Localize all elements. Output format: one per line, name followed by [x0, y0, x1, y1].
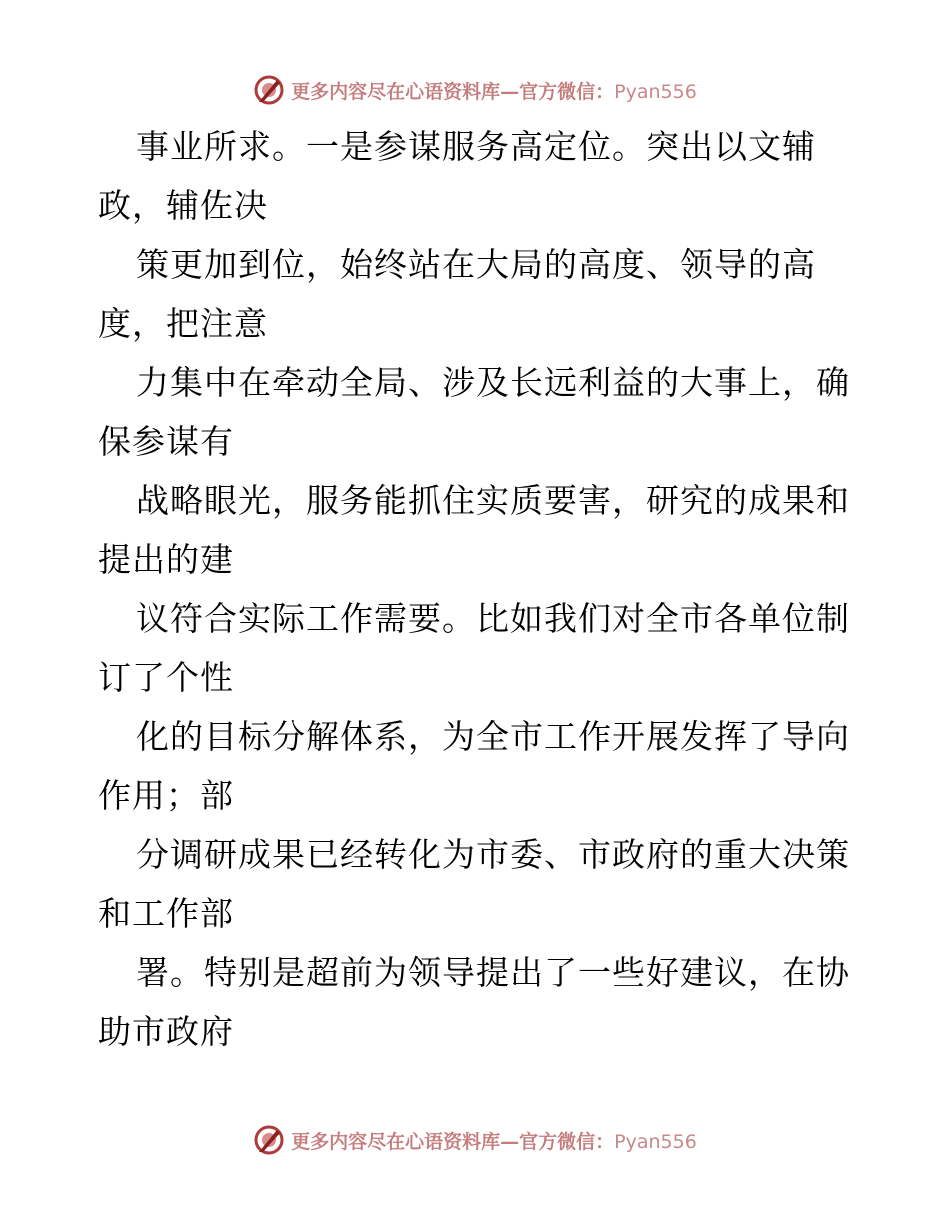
text-line: 度，把注意	[98, 304, 268, 343]
text-line: 署。特别是超前为领导提出了一些好建议，在协	[136, 953, 850, 992]
text-line: 助市政府	[98, 1012, 234, 1051]
text-line: 化的目标分解体系，为全市工作开展发挥了导向	[136, 717, 850, 756]
text-line: 事业所求。一是参谋服务高定位。突出以文辅	[136, 127, 816, 166]
header-watermark	[0, 70, 950, 110]
text-line: 和工作部	[98, 894, 234, 933]
document-body	[98, 117, 858, 1061]
text-line: 分调研成果已经转化为市委、市政府的重大决策	[136, 835, 850, 874]
text-line: 战略眼光，服务能抓住实质要害，研究的成果和	[136, 481, 850, 520]
footer-watermark	[0, 1120, 950, 1160]
text-line: 保参谋有	[98, 422, 234, 461]
quill-logo-icon	[253, 74, 285, 106]
text-line: 政，辅佐决	[98, 186, 268, 225]
text-line: 议符合实际工作需要。比如我们对全市各单位制	[136, 599, 850, 638]
quill-logo-icon	[253, 1124, 285, 1156]
watermark-text: 更多内容尽在心语资料库—官方微信：Pyan556	[291, 80, 697, 103]
text-line: 策更加到位，始终站在大局的高度、领导的高	[136, 245, 816, 284]
text-line: 作用；部	[98, 776, 234, 815]
text-line: 提出的建	[98, 540, 234, 579]
text-line: 力集中在牵动全局、涉及长远利益的大事上，确	[136, 363, 850, 402]
text-line: 订了个性	[98, 658, 234, 697]
watermark-text: 更多内容尽在心语资料库—官方微信：Pyan556	[291, 1130, 697, 1153]
